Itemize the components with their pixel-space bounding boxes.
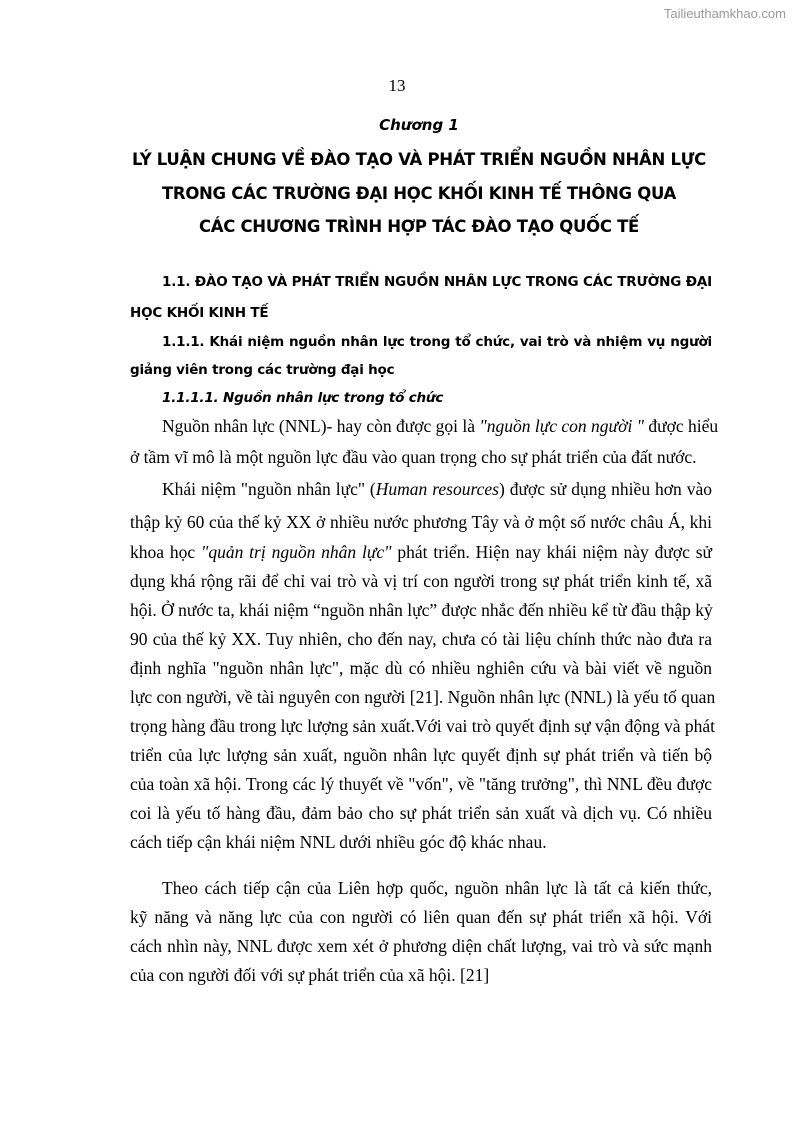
page-number: 13	[388, 76, 406, 95]
paragraph-3-line-2: kỹ năng và năng lực của con người có liên quan đến sự phát triển xã hội. Với	[130, 907, 712, 927]
subsection-heading-1-1-1-line-1: 1.1.1. Khái niệm nguồn nhân lực trong tổ chức, vai trò và nhiệm vụ người	[162, 334, 712, 350]
chapter-label: Chương 1	[379, 116, 459, 134]
paragraph-2-line-4: dụng khá rộng rãi để chỉ vai trò và vị trí con người trong sự phát triển kinh tế, xã	[130, 571, 712, 591]
chapter-title-line-3: CÁC CHƯƠNG TRÌNH HỢP TÁC ĐÀO TẠO QUỐC TẾ	[198, 217, 640, 236]
paragraph-2-line-2: thập kỷ 60 của thế kỷ XX ở nhiều nước phương Tây và ở một số nước châu Á, khi	[130, 512, 712, 532]
paragraph-2-line-7: định nghĩa "nguồn nhân lực", mặc dù có nhiều nghiên cứu và bài viết về nguồn	[130, 658, 712, 678]
paragraph-3-line-3: cách nhìn này, NNL được xem xét ở phương diện chất lượng, vai trò và sức mạnh	[130, 936, 712, 956]
chapter-title-line-1: LÝ LUẬN CHUNG VỀ ĐÀO TẠO VÀ PHÁT TRIỂN NGUỒN NHÂN LỰC	[132, 150, 706, 169]
subsubsection-heading-1-1-1-1: 1.1.1.1. Nguồn nhân lực trong tổ chức	[162, 390, 444, 406]
paragraph-2-line-10: triển của lực lượng sản xuất, nguồn nhân lực quyết định sự phát triển và tiến bộ	[130, 745, 712, 765]
paragraph-1-line-2: ở tầm vĩ mô là một nguồn lực đầu vào quan trọng cho sự phát triển của đất nước.	[130, 447, 697, 467]
paragraph-2-line-11: của toàn xã hội. Trong các lý thuyết về "vốn", về "tăng trưởng", thì NNL đều được	[130, 774, 712, 794]
subsection-heading-1-1-1-line-2: giảng viên trong các trường đại học	[130, 362, 395, 378]
paragraph-2-line-9: trọng hàng đầu trong lực lượng sản xuất.Với vai trò quyết định sự vận động và phát	[130, 716, 715, 736]
paragraph-3-line-1: Theo cách tiếp cận của Liên hợp quốc, nguồn nhân lực là tất cả kiến thức,	[162, 878, 712, 898]
paragraph-2-line-6: 90 của thế kỷ XX. Tuy nhiên, cho đến nay, chưa có tài liệu chính thức nào đưa ra	[130, 629, 712, 649]
paragraph-2-line-8: lực con người, về tài nguyên con người [21]. Nguồn nhân lực (NNL) là yếu tố quan	[130, 687, 716, 707]
chapter-title-line-2: TRONG CÁC TRƯỜNG ĐẠI HỌC KHỐI KINH TẾ THÔNG QUA	[161, 184, 677, 203]
paragraph-2-line-12: coi là yếu tố hàng đầu, đảm bảo cho sự phát triển sản xuất và dịch vụ. Có nhiều	[130, 803, 712, 823]
watermark: Tailieuthamkhao.com	[663, 6, 786, 21]
paragraph-2-line-1: Khái niệm "nguồn nhân lực" (Human resources) được sử dụng nhiều hơn vào	[162, 479, 712, 499]
section-heading-1-1-line-1: 1.1. ĐÀO TẠO VÀ PHÁT TRIỂN NGUỒN NHÂN LỰC TRONG CÁC TRƯỜNG ĐẠI	[162, 274, 712, 290]
paragraph-3-line-4: của con người đối với sự phát triển của xã hội. [21]	[130, 965, 490, 985]
section-heading-1-1-line-2: HỌC KHỐI KINH TẾ	[130, 305, 269, 321]
paragraph-1-line-1: Nguồn nhân lực (NNL)- hay còn được gọi là "nguồn lực con người " được hiểu	[162, 416, 719, 436]
paragraph-2-line-3: khoa học "quản trị nguồn nhân lực" phát triển. Hiện nay khái niệm này được sử	[130, 542, 712, 562]
paragraph-2-line-13: cách tiếp cận khái niệm NNL dưới nhiều góc độ khác nhau.	[130, 832, 547, 852]
paragraph-2-line-5: hội. Ở nước ta, khái niệm “nguồn nhân lực” được nhắc đến nhiều kể từ đầu thập kỷ	[130, 600, 713, 620]
